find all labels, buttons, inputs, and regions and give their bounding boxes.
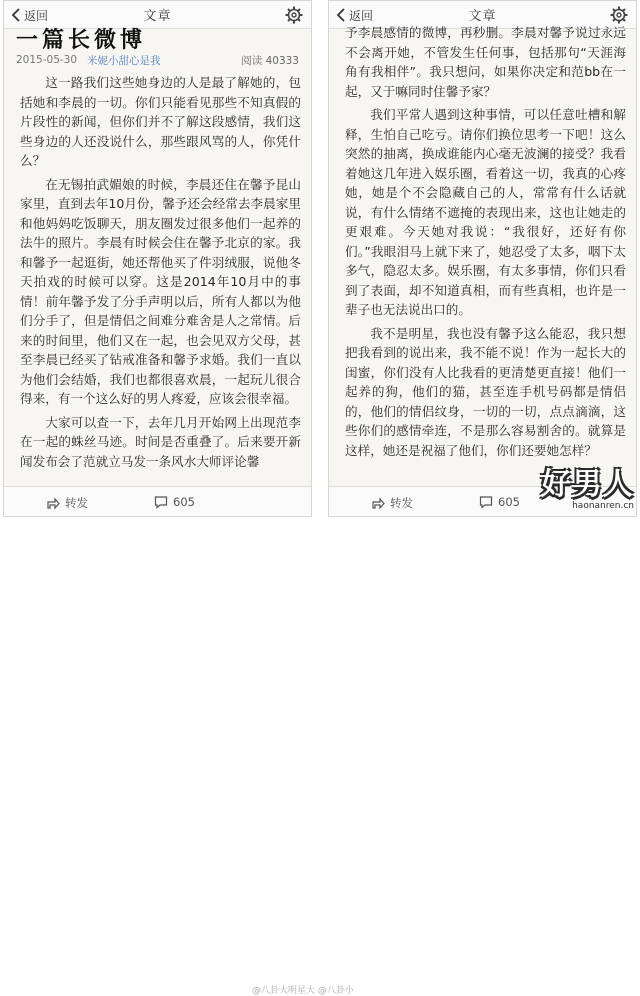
back-label: 返回 — [24, 8, 49, 23]
right-screenshot — [328, 0, 637, 517]
gear-icon[interactable] — [285, 6, 303, 24]
comment-count: 605 — [173, 495, 195, 509]
paragraph: 这一路我们这些她身边的人是最了解她的，包括她和李晨的一切。你们只能看见那些不知真假的片段性的新闻，但你们并不了解这段感情，我们这些身边的人还没说什么，那些跟风骂的人，你凭什么？ — [20, 75, 301, 168]
article-content — [329, 25, 636, 486]
read-count: 阅读 40333 — [241, 54, 299, 67]
chevron-left-icon — [10, 8, 22, 22]
back-button[interactable] — [335, 5, 373, 25]
paragraph-list — [345, 23, 626, 464]
back-label: 返回 — [349, 8, 374, 23]
nav-title: 文章 — [143, 9, 172, 24]
left-screenshot — [3, 0, 354, 996]
article-author-link[interactable]: 米妮小甜心是我 — [87, 54, 161, 67]
chevron-left-icon — [335, 8, 347, 22]
comment-count: 605 — [498, 495, 520, 509]
article-meta — [16, 52, 299, 68]
watermark: @八卦大明星大 @八卦小 — [252, 986, 354, 996]
nav-title: 文章 — [468, 9, 497, 24]
paragraph: 我不是明星，我也没有馨予这么能忍，我只想把我看到的说出来，我不能不说！作为一起长大的闺蜜，你们没有人比我看的更清楚更直接！他们一起养的狗，他们的猫，甚至连手机号码都是情侣的，他们的情侣纹身，一切的一切，点点滴滴，这些你们的感情牵连，不是那么容易割舍的。就算是这样，她还是祝福了他们，你们还要她怎样？ — [345, 325, 626, 458]
logo-text: 好男人 — [541, 467, 634, 502]
gear-icon[interactable] — [610, 6, 628, 24]
comment-icon — [154, 495, 168, 509]
share-icon — [371, 496, 385, 510]
paragraph: 大家可以查一下，去年几月开始网上出现范李在一起的蛛丝马迹。时间是否重叠了。后来要开新闻发布会了范就立马发一条风水大师评论馨 — [20, 414, 301, 469]
paragraph-list — [20, 73, 301, 475]
paragraph: 我们平常人遇到这种事情，可以任意吐槽和解释，生怕自己吃亏。请你们换位思考一下吧！这么突然的抽离，换成谁能内心毫无波澜的接受？我看着她这几年进入娱乐圈，看着这一切，我真的心疼她，她是个不会隐藏自己的人，常常有什么话就说，有什么情绪不遮掩的表现出来，这也让她走的更艰难。今天她对我说：“我很好，还好有你们。”我眼泪马上就下来了，她忍受了太多，咽下太多气，隐忍太多。娱乐圈，有太多事情，你们只看到了表面，却不知道真相，而有些真相，也许是一辈子也无法说出口的。 — [345, 107, 626, 317]
share-icon — [46, 496, 60, 510]
share-button[interactable] — [371, 495, 413, 511]
comment-button[interactable] — [154, 495, 195, 509]
article-content — [4, 29, 311, 486]
paragraph: 在无锡拍武媚娘的时候，李晨还住在馨予昆山家里，直到去年10月份，馨予还会经常去李晨家里和他妈妈吃饭聊天，朋友圈发过很多他们一起养的法牛的照片。李晨有时候会住在馨予北京的家。我和馨予一起逛街，她还帮他买了件羽绒服，说他冬天拍戏的时候可以穿。这是2014年10月中的事情！前年馨予发了分手声明以后，所有人都以为他们分手了，但是情侣之间难分难舍是人之常情。后来的时间里，他们又在一起，也会见双方父母，甚至李晨已经买了钻戒准备和馨予求婚。我们一直以为他们会结婚，我们也都很喜欢晨，一起玩儿很合得来，有一个这么好的男人疼爱，应该会很幸福。 — [20, 176, 301, 406]
bottom-toolbar — [4, 486, 354, 996]
article-title: 一篇长微博 — [16, 28, 147, 53]
article-date: 2015-05-30 — [16, 54, 78, 66]
paragraph: 予李晨感情的微博，再秒删。李晨对馨予说过永远不会离开她，不管发生任何事，包括那句“天涯海角有我相伴”。我只想问，如果你决定和范bb在一起，又于嘛同时住馨予家？ — [345, 25, 626, 99]
logo-domain: haonanren.cn — [572, 501, 634, 511]
back-button[interactable] — [10, 5, 48, 25]
share-label: 转发 — [65, 496, 88, 510]
comment-icon — [479, 495, 493, 509]
comment-button[interactable] — [479, 495, 520, 509]
share-button[interactable] — [46, 495, 88, 511]
share-label: 转发 — [390, 496, 413, 510]
site-logo — [518, 467, 634, 514]
